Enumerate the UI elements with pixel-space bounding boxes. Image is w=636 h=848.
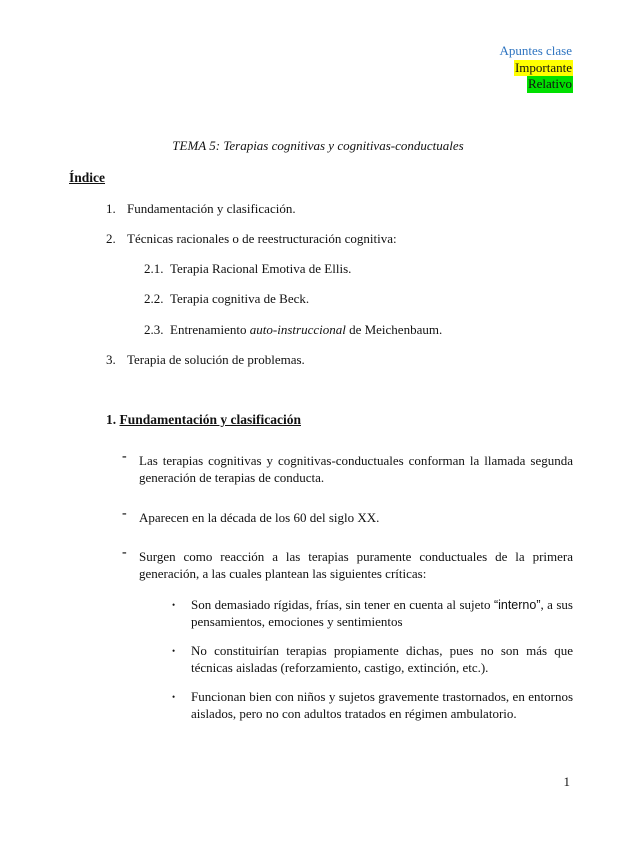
bullet-text-before: Son demasiado rígidas, frías, sin tener en cuenta al sujeto: [191, 597, 494, 612]
toc-item-3: [106, 352, 305, 368]
toc-item-text-before: Entrenamiento: [170, 322, 250, 337]
page-number: 1: [563, 774, 570, 789]
toc-item-number: 1.: [106, 201, 116, 216]
toc-item-text: Terapia Racional Emotiva de Ellis.: [170, 261, 352, 276]
toc-item-text: Terapia de solución de problemas.: [127, 352, 305, 367]
toc-item-number: 2.3.: [144, 322, 164, 337]
toc-item-2-1: [144, 261, 351, 277]
bullet-item-1: [191, 597, 573, 630]
bullet-marker: •: [172, 600, 176, 610]
toc-item-text: Terapia cognitiva de Beck.: [170, 291, 310, 306]
legend-relativo: Relativo: [527, 76, 572, 91]
index-heading: Índice: [69, 170, 106, 185]
toc-item-number: 3.: [106, 352, 116, 367]
legend-importante: Importante: [514, 59, 572, 75]
dash-item-3: Surgen como reacción a las terapias puramente conductuales de la primera generación, a las cuales plantean las siguientes críticas:: [139, 549, 573, 581]
dash-marker: -: [122, 449, 127, 464]
color-legend: [498, 43, 573, 93]
toc-item-text-after: de Meichenbaum.: [345, 322, 443, 337]
document-title: TEMA 5: Terapias cognitivas y cognitivas-conductuales: [172, 138, 464, 153]
bullet-marker: •: [172, 646, 176, 656]
toc-item-text: Técnicas racionales o de reestructuración cognitiva:: [127, 231, 397, 246]
section-title: Fundamentación y clasificación: [119, 412, 301, 427]
section-number: 1.: [106, 412, 117, 427]
legend-apuntes-clase: Apuntes clase: [499, 43, 572, 58]
toc-item-text: Fundamentación y clasificación.: [127, 201, 296, 216]
toc-item-text-italic: auto-instruccional: [249, 322, 346, 337]
bullet-item-3: Funcionan bien con niños y sujetos gravemente trastornados, en entornos aislados, pero no con adultos tratados en régimen ambulatorio.: [191, 689, 573, 721]
toc-item-number: 2.2.: [144, 291, 164, 306]
toc-item-number: 2.: [106, 231, 116, 246]
dash-marker: -: [122, 545, 127, 560]
toc-item-number: 2.1.: [144, 261, 164, 276]
dash-item-1: Las terapias cognitivas y cognitivas-conductuales conforman la llamada segunda generación de terapias de conducta.: [139, 453, 573, 485]
toc-item-1: [106, 201, 296, 217]
bullet-quoted-word: “interno”: [493, 598, 541, 612]
bullet-marker: •: [172, 692, 176, 702]
dash-marker: -: [122, 506, 127, 521]
toc-item-2-2: [144, 291, 309, 307]
toc-item-2: [106, 231, 397, 247]
toc-item-2-3: [144, 322, 442, 338]
section-1-heading: [106, 412, 301, 428]
dash-item-2: Aparecen en la década de los 60 del siglo XX.: [139, 510, 380, 525]
bullet-text-after: , a sus pensamientos, emociones y sentimientos: [191, 597, 573, 629]
bullet-item-2: No constituirían terapias propiamente dichas, pues no son más que técnicas aisladas (reforzamiento, castigo, extinción, etc.).: [191, 643, 573, 675]
